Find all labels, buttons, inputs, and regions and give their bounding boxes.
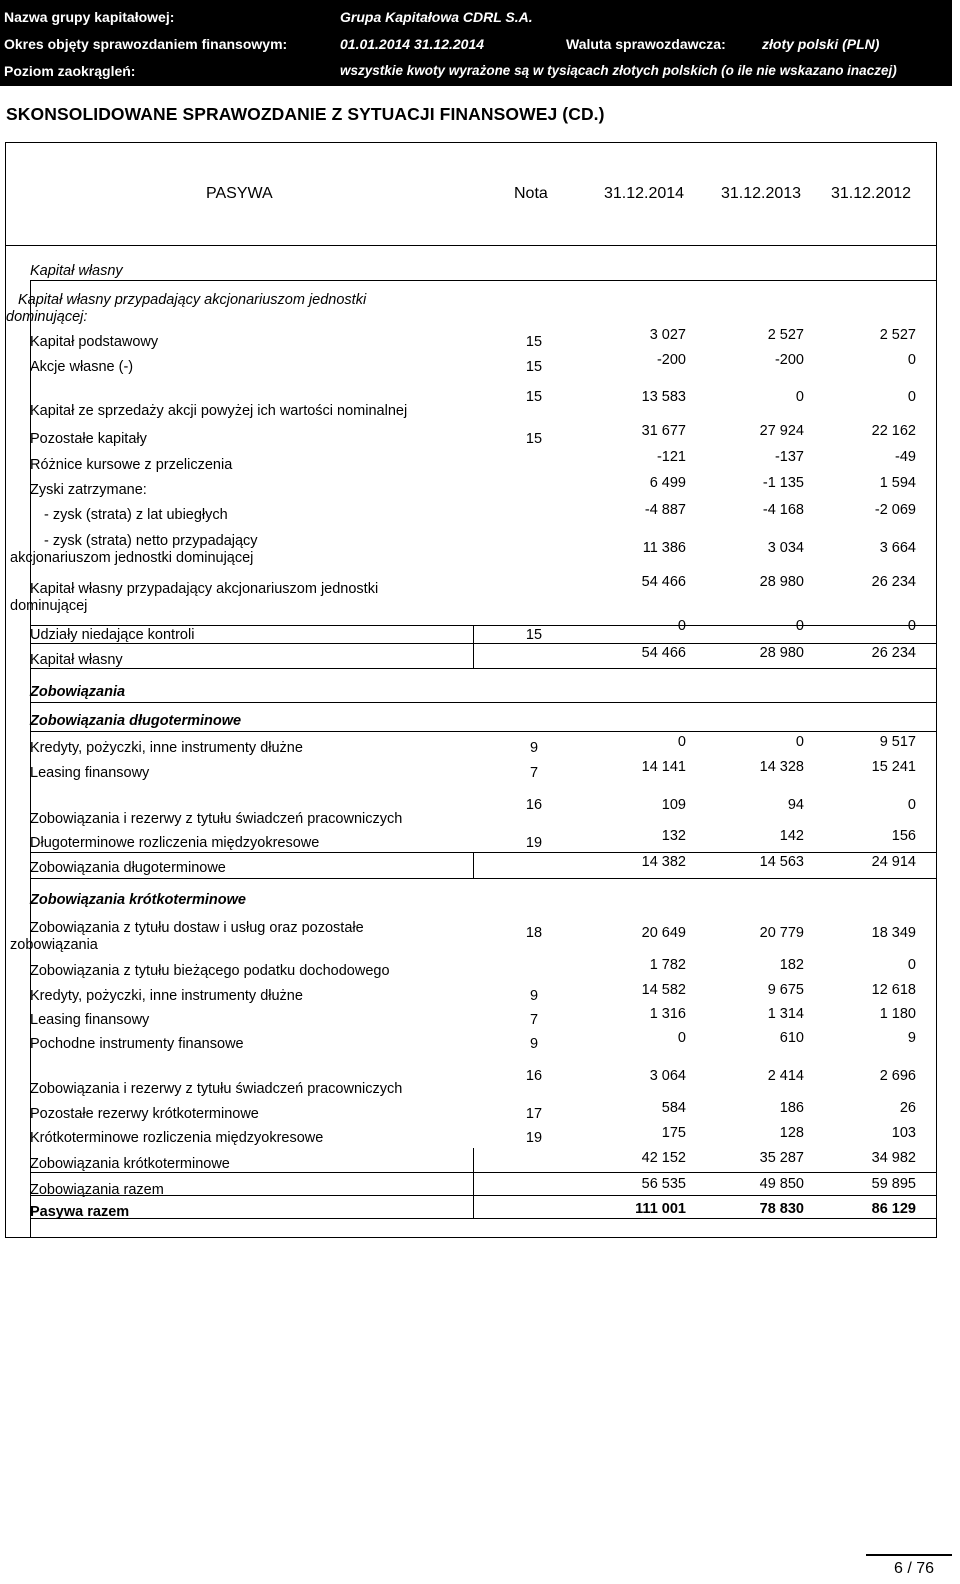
row-label-line: Zobowiązania krótkoterminowe xyxy=(30,892,246,908)
row-value: -1 135 xyxy=(762,475,804,491)
row-value: 14 141 xyxy=(641,759,686,775)
row-label-line: Kapitał własny xyxy=(30,652,123,668)
row-label-line: Pochodne instrumenty finansowe xyxy=(30,1036,244,1052)
row-label-line: Akcje własne (-) xyxy=(30,359,134,375)
row-value: 15 241 xyxy=(871,759,916,775)
row-value: 0 xyxy=(677,734,686,750)
row-nota: 15 xyxy=(525,431,543,447)
col-2012: 31.12.2012 xyxy=(831,185,912,202)
row-value: 0 xyxy=(907,797,916,813)
row-label xyxy=(30,835,319,852)
row-nota: 19 xyxy=(525,835,543,851)
row-value: 3 027 xyxy=(649,327,686,343)
col-2013: 31.12.2013 xyxy=(721,185,802,202)
row-label xyxy=(10,920,364,954)
row-value: 0 xyxy=(795,734,804,750)
row-value: 22 162 xyxy=(871,423,916,439)
row-value: 14 563 xyxy=(759,854,804,870)
row-label-line: akcjonariuszom jednostki dominującej xyxy=(10,550,254,566)
row-value: 31 677 xyxy=(641,423,686,439)
page-number: 6 / 76 xyxy=(893,1560,934,1577)
row-value: 128 xyxy=(779,1125,804,1141)
grid-vline xyxy=(473,1148,474,1218)
row-label-line: zobowiązania xyxy=(10,937,98,953)
row-label-line: Krótkoterminowe rozliczenia międzyokresowe xyxy=(30,1130,324,1146)
row-nota: 17 xyxy=(525,1106,543,1122)
row-value: 175 xyxy=(661,1125,686,1141)
row-label xyxy=(30,403,407,420)
row-value: 35 287 xyxy=(759,1150,804,1166)
row-label-line: Zobowiązania długoterminowe xyxy=(30,713,242,729)
row-label xyxy=(6,292,367,326)
row-value: 24 914 xyxy=(871,854,916,870)
grid-hline xyxy=(30,1218,937,1219)
row-value: 42 152 xyxy=(641,1150,686,1166)
col-pasywa: PASYWA xyxy=(206,185,273,202)
page-divider xyxy=(866,1554,952,1556)
row-value: 11 386 xyxy=(642,540,686,556)
row-label xyxy=(30,892,246,909)
grid-vline xyxy=(473,643,474,668)
col-2014: 31.12.2014 xyxy=(604,185,685,202)
row-label-line: Zobowiązania krótkoterminowe xyxy=(30,1156,230,1172)
row-value: 182 xyxy=(779,957,804,973)
row-value: 59 895 xyxy=(871,1176,916,1192)
row-value: 20 779 xyxy=(759,925,804,941)
row-value: 584 xyxy=(661,1100,686,1116)
row-label-line: Kapitał ze sprzedaży akcji powyżej ich wartości nominalnej xyxy=(30,403,408,419)
row-value: 610 xyxy=(779,1030,804,1046)
row-nota: 15 xyxy=(525,627,543,643)
row-value: 0 xyxy=(677,1030,686,1046)
row-label xyxy=(30,1182,164,1199)
grid-hline xyxy=(30,702,937,703)
row-label xyxy=(30,334,158,351)
row-label-line: Zobowiązania xyxy=(30,684,126,700)
grid-hline xyxy=(30,280,937,281)
row-value: 86 129 xyxy=(871,1201,916,1217)
row-label-line: Leasing finansowy xyxy=(30,1012,150,1028)
row-value: -200 xyxy=(774,352,804,368)
row-value: 18 349 xyxy=(871,925,916,941)
row-value: -137 xyxy=(774,449,804,465)
row-value: 26 234 xyxy=(871,574,916,590)
row-nota: 16 xyxy=(525,797,543,813)
row-label-line: Kredyty, pożyczki, inne instrumenty dłużne xyxy=(30,740,303,756)
document-title: SKONSOLIDOWANE SPRAWOZDANIE Z SYTUACJI FINANSOWEJ (CD.) xyxy=(6,104,605,124)
row-value: 27 924 xyxy=(759,423,804,439)
row-label xyxy=(30,431,147,448)
row-label-line: Zobowiązania z tytułu dostaw i usług oraz pozostałe xyxy=(30,920,364,936)
row-label xyxy=(30,482,147,499)
row-value: 1 180 xyxy=(879,1006,916,1022)
row-value: 9 517 xyxy=(879,734,916,750)
row-label xyxy=(30,359,133,376)
row-value: 3 064 xyxy=(649,1068,686,1084)
row-value: -4 168 xyxy=(762,502,804,518)
row-value: 1 314 xyxy=(767,1006,804,1022)
row-label xyxy=(30,1130,323,1147)
row-value: 0 xyxy=(907,389,916,405)
grid-hline xyxy=(30,731,937,732)
row-label-line: Kapitał własny xyxy=(30,263,123,279)
row-label xyxy=(30,1204,129,1221)
row-label xyxy=(30,627,194,644)
row-label-line: Kapitał podstawowy xyxy=(30,334,159,350)
row-label xyxy=(30,1081,402,1098)
row-value: 49 850 xyxy=(759,1176,804,1192)
row-value: 111 001 xyxy=(635,1201,686,1217)
row-label xyxy=(30,713,241,730)
row-value: -2 069 xyxy=(874,502,916,518)
row-label xyxy=(30,765,149,782)
grid-hline xyxy=(30,878,937,879)
row-label xyxy=(30,1012,149,1029)
row-label xyxy=(44,507,228,524)
row-nota: 15 xyxy=(525,334,543,350)
row-label-line: Zobowiązania z tytułu bieżącego podatku dochodowego xyxy=(30,963,390,979)
row-nota: 7 xyxy=(529,1012,539,1028)
row-value: 12 618 xyxy=(871,982,916,998)
grid-hline xyxy=(30,852,937,853)
row-nota: 9 xyxy=(529,1036,539,1052)
row-nota: 19 xyxy=(525,1130,543,1146)
row-value: 186 xyxy=(779,1100,804,1116)
row-label-line: Leasing finansowy xyxy=(30,765,150,781)
row-value: 0 xyxy=(677,618,686,634)
row-value: 2 527 xyxy=(767,327,804,343)
row-value: 109 xyxy=(661,797,686,813)
row-label xyxy=(10,581,379,615)
row-nota: 18 xyxy=(525,925,543,941)
grid-hline xyxy=(30,668,937,669)
row-value: 9 675 xyxy=(767,982,804,998)
row-label xyxy=(30,1106,259,1123)
document-header xyxy=(0,0,952,86)
row-label-line: - zysk (strata) z lat ubiegłych xyxy=(44,507,228,523)
row-value: 26 xyxy=(899,1100,916,1116)
row-label xyxy=(30,860,226,877)
currency-value: złoty polski (PLN) xyxy=(762,36,880,52)
row-label-line: Pozostałe rezerwy krótkoterminowe xyxy=(30,1106,259,1122)
row-label-line: Różnice kursowe z przeliczenia xyxy=(30,457,233,473)
row-label-line: Udziały niedające kontroli xyxy=(30,627,195,643)
row-value: 54 466 xyxy=(641,574,686,590)
row-label-line: Kapitał własny przypadający akcjonariuszom jednostki xyxy=(18,292,367,308)
row-label xyxy=(30,684,125,701)
row-label-line: Zyski zatrzymane: xyxy=(30,482,147,498)
row-value: 103 xyxy=(891,1125,916,1141)
row-value: 0 xyxy=(795,618,804,634)
row-value: 2 696 xyxy=(879,1068,916,1084)
row-value: 0 xyxy=(907,957,916,973)
group-value: Grupa Kapitałowa CDRL S.A. xyxy=(340,9,533,25)
row-label-line: Kapitał własny przypadający akcjonariuszom jednostki xyxy=(30,581,379,597)
row-label xyxy=(30,740,303,757)
row-label-line: Zobowiązania długoterminowe xyxy=(30,860,226,876)
row-value: 56 535 xyxy=(641,1176,686,1192)
row-label-line: dominującej xyxy=(10,598,88,614)
row-label-line: Pozostałe kapitały xyxy=(30,431,147,447)
period-value: 01.01.2014 31.12.2014 xyxy=(340,36,485,52)
row-label xyxy=(30,263,123,280)
row-label-line: dominującej: xyxy=(6,309,88,325)
row-value: 1 782 xyxy=(649,957,686,973)
row-value: 3 664 xyxy=(879,540,916,556)
row-label xyxy=(30,1036,244,1053)
col-nota: Nota xyxy=(514,185,548,202)
row-value: 20 649 xyxy=(641,925,686,941)
row-value: 132 xyxy=(661,828,686,844)
row-value: 34 982 xyxy=(871,1150,916,1166)
group-label: Nazwa grupy kapitałowej: xyxy=(4,9,175,25)
row-nota: 9 xyxy=(529,740,539,756)
row-nota: 7 xyxy=(529,765,539,781)
row-label-line: Pasywa razem xyxy=(30,1204,130,1220)
row-value: 94 xyxy=(787,797,804,813)
row-value: 0 xyxy=(907,618,916,634)
row-label xyxy=(30,1156,230,1173)
row-label xyxy=(10,533,258,567)
grid-vline xyxy=(473,852,474,878)
row-value: 3 034 xyxy=(767,540,804,556)
row-nota: 16 xyxy=(525,1068,543,1084)
row-value: 14 582 xyxy=(641,982,686,998)
row-label-line: Zobowiązania razem xyxy=(30,1182,164,1198)
row-label xyxy=(30,811,402,828)
row-value: 1 316 xyxy=(649,1006,686,1022)
currency-label: Waluta sprawozdawcza: xyxy=(566,36,726,52)
grid-hline xyxy=(30,1195,937,1196)
rounding-value: wszystkie kwoty wyrażone są w tysiącach złotych polskich (o ile nie wskazano inaczej) xyxy=(340,63,897,78)
row-value: 2 527 xyxy=(879,327,916,343)
row-label xyxy=(30,963,390,980)
row-label xyxy=(30,457,232,474)
row-value: -121 xyxy=(656,449,686,465)
row-value: 78 830 xyxy=(759,1201,804,1217)
row-value: 28 980 xyxy=(759,574,804,590)
row-label-line: Kredyty, pożyczki, inne instrumenty dłużne xyxy=(30,988,303,1004)
row-label xyxy=(30,988,303,1005)
row-value: 0 xyxy=(907,352,916,368)
row-value: 2 414 xyxy=(767,1068,804,1084)
column-header xyxy=(5,142,937,246)
row-nota: 15 xyxy=(525,389,543,405)
row-label-line: Zobowiązania i rezerwy z tytułu świadczeń pracowniczych xyxy=(30,1081,403,1097)
row-label-line: Zobowiązania i rezerwy z tytułu świadczeń pracowniczych xyxy=(30,811,403,827)
row-value: 142 xyxy=(779,828,804,844)
row-value: -49 xyxy=(895,449,916,465)
row-value: 6 499 xyxy=(649,475,686,491)
row-value: 156 xyxy=(891,828,916,844)
row-label-line: Długoterminowe rozliczenia międzyokresowe xyxy=(30,835,320,851)
row-value: -200 xyxy=(656,352,686,368)
row-nota: 15 xyxy=(525,359,543,375)
row-value: 1 594 xyxy=(879,475,916,491)
row-nota: 9 xyxy=(529,988,539,1004)
row-value: 9 xyxy=(907,1030,916,1046)
row-value: 13 583 xyxy=(641,389,686,405)
row-value: 14 382 xyxy=(641,854,686,870)
row-value: 0 xyxy=(795,389,804,405)
row-label xyxy=(30,652,123,669)
row-value: 26 234 xyxy=(871,645,916,661)
rounding-label: Poziom zaokrągleń: xyxy=(4,63,136,79)
period-label: Okres objęty sprawozdaniem finansowym: xyxy=(4,36,288,52)
row-value: 14 328 xyxy=(759,759,804,775)
row-value: -4 887 xyxy=(644,502,686,518)
row-value: 28 980 xyxy=(759,645,804,661)
row-value: 54 466 xyxy=(641,645,686,661)
row-label-line: - zysk (strata) netto przypadający xyxy=(44,533,258,549)
